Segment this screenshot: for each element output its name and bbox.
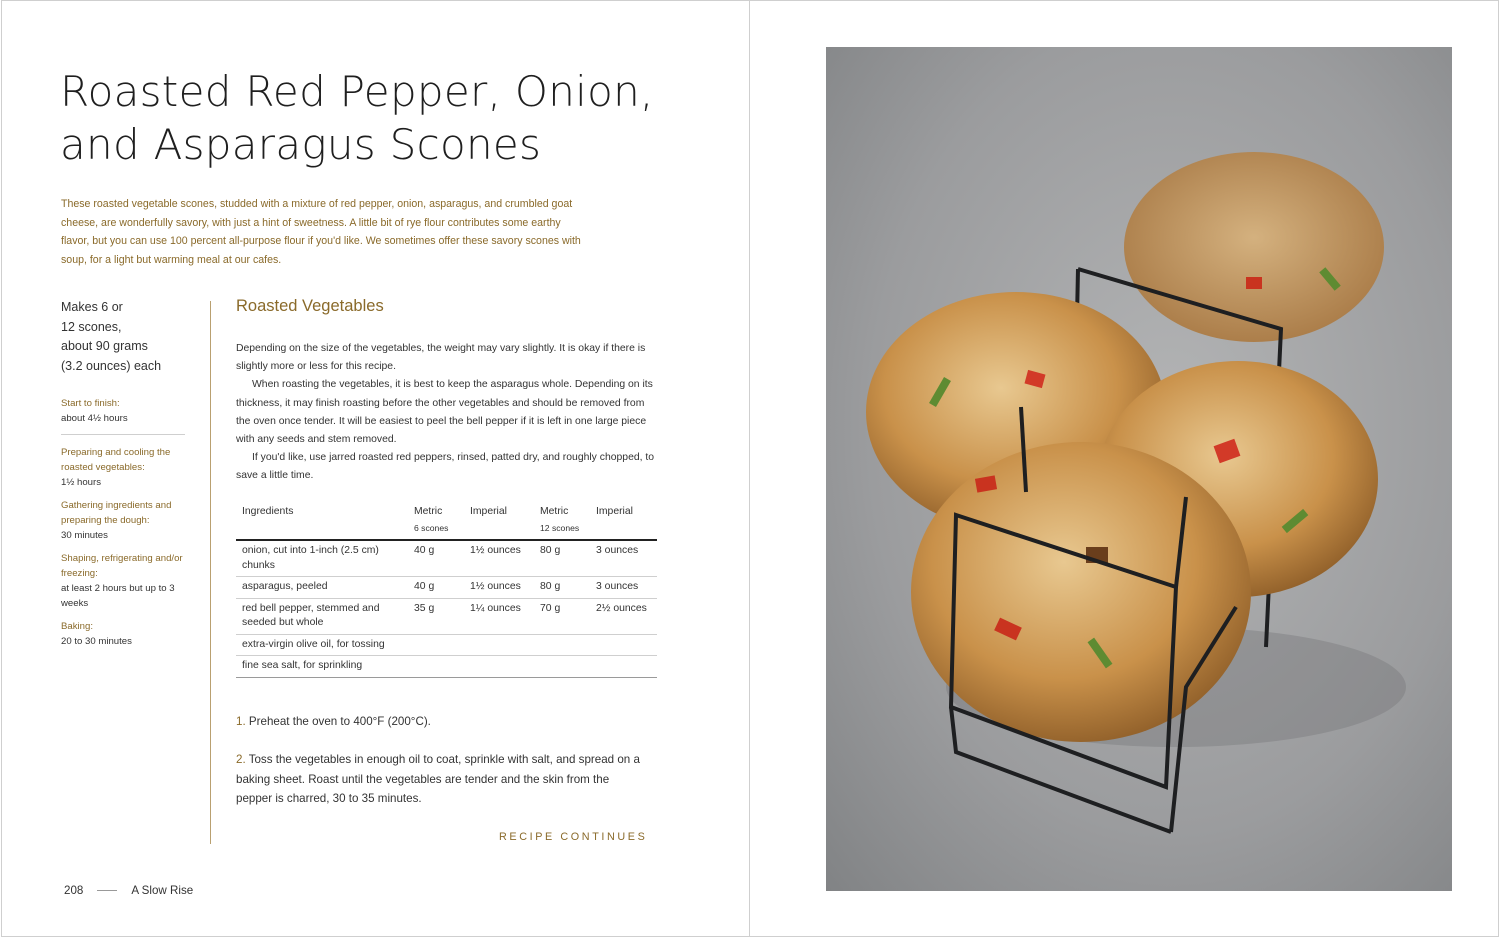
step-item	[236, 712, 646, 732]
yield-6-label: 6 scones	[414, 522, 449, 533]
section-title: Roasted Vegetables	[236, 297, 384, 315]
ingredient-imperial-12: 2½ ounces	[596, 602, 647, 614]
yield-line-1: Makes 6 or	[61, 300, 123, 314]
yield-line-3: about 90 grams	[61, 339, 148, 353]
timing-label: Start to finish:	[61, 398, 120, 409]
page-number: 208	[64, 884, 84, 897]
yield-12-label: 12 scones	[540, 522, 580, 533]
timing-label: Baking:	[61, 621, 93, 632]
timing-value: 20 to 30 minutes	[61, 636, 132, 647]
step-number: 2.	[236, 753, 246, 767]
title-line-1: Roasted Red Pepper, Onion,	[60, 67, 654, 116]
step-number: 1.	[236, 714, 246, 728]
table-row	[236, 598, 657, 634]
scones-photo	[826, 47, 1452, 891]
timing-label: Shaping, refrigerating and/or freezing:	[61, 553, 183, 579]
step-text: Preheat the oven to 400°F (200°C).	[248, 714, 431, 728]
ingredient-metric-12: 80 g	[540, 581, 561, 593]
timing-label: Preparing and cooling the roasted vegetables:	[61, 447, 171, 473]
ingredient-name: asparagus, peeled	[242, 581, 328, 593]
ingredient-name: onion, cut into 1-inch (2.5 cm) chunks	[242, 545, 379, 571]
ingredient-metric-12: 80 g	[540, 545, 561, 557]
table-row	[236, 656, 657, 678]
recipe-intro: These roasted vegetable scones, studded with a mixture of red pepper, onion, asparagus, and crumbled goat cheese, are wonderfully savory, with just a hint of sweetness. A little bit of rye flour contributes some earthy flavor, but you can use 100 percent all-purpose flour if you'd like. We sometimes offer these savory scones with soup, for a light but warming meal at our cafes.	[61, 198, 581, 266]
yield-line-4: (3.2 ounces) each	[61, 358, 162, 373]
title-line-2: and Asparagus Scones	[60, 120, 542, 169]
note-paragraph: When roasting the vegetables, it is best to keep the asparagus whole. Depending on its thickness, it may finish roasting before the other vegetables and should be removed from the oven once tender. It will be easiest to peel the bell pepper if it is left in one large piece with any seeds and stem removed.	[236, 379, 653, 446]
timing-value: 30 minutes	[61, 530, 108, 541]
table-row	[236, 540, 657, 577]
timing-item	[61, 551, 191, 611]
table-header-row	[236, 502, 657, 519]
timing-divider	[61, 434, 185, 435]
timing-item	[61, 396, 191, 426]
timing-item	[61, 445, 191, 490]
ingredient-imperial-6: 1½ ounces	[470, 581, 521, 593]
note-paragraph: Depending on the size of the vegetables, the weight may vary slightly. It is okay if there is slightly more or less for this recipe.	[236, 343, 646, 373]
column-divider	[210, 301, 211, 844]
timing-value: 1½ hours	[61, 477, 102, 488]
ingredients-table	[236, 502, 657, 678]
recipe-steps	[236, 712, 660, 809]
ingredient-imperial-12: 3 ounces	[596, 545, 639, 557]
timing-value: at least 2 hours but up to 3 weeks	[61, 583, 175, 609]
ingredient-metric-6: 40 g	[414, 545, 435, 557]
ingredient-imperial-12: 3 ounces	[596, 581, 639, 593]
header-ingredients: Ingredients	[242, 505, 294, 517]
header-imperial-12: Imperial	[596, 505, 633, 517]
recipe-title	[60, 65, 700, 171]
book-title: A Slow Rise	[131, 884, 194, 897]
table-subheader-row	[236, 519, 657, 541]
ingredient-imperial-6: 1½ ounces	[470, 545, 521, 557]
step-text: Toss the vegetables in enough oil to coat, sprinkle with salt, and spread on a baking sheet. Roast until the vegetables are tender and the skin from the pepper is charred, 30 to 35 minutes.	[236, 753, 640, 806]
timing-item	[61, 619, 191, 649]
left-page	[1, 0, 750, 937]
ingredient-metric-6: 40 g	[414, 581, 435, 593]
header-imperial-6: Imperial	[470, 505, 507, 517]
page-footer	[64, 884, 193, 897]
table-row	[236, 634, 657, 656]
yield-text	[61, 298, 191, 376]
timing-item	[61, 498, 191, 543]
timing-value: about 4½ hours	[61, 413, 128, 424]
recipe-continues-label: RECIPE CONTINUES	[499, 831, 648, 843]
ingredient-name: fine sea salt, for sprinkling	[242, 660, 363, 672]
footer-dash	[97, 890, 117, 891]
ingredient-name: red bell pepper, stemmed and seeded but whole	[242, 602, 380, 629]
ingredient-name: extra-virgin olive oil, for tossing	[242, 638, 385, 650]
header-metric-6: Metric	[414, 505, 443, 517]
timing-label: Gathering ingredients and preparing the dough:	[61, 500, 172, 526]
scones-photo-illustration	[826, 47, 1452, 891]
header-metric-12: Metric	[540, 505, 569, 517]
ingredient-metric-6: 35 g	[414, 602, 435, 614]
step-item	[236, 750, 646, 809]
ingredient-imperial-6: 1¼ ounces	[470, 602, 521, 614]
note-paragraph: If you'd like, use jarred roasted red peppers, rinsed, patted dry, and roughly chopped, to save a little time.	[236, 452, 655, 482]
recipe-main	[236, 297, 660, 828]
table-row	[236, 577, 657, 599]
recipe-sidebar	[61, 298, 191, 657]
ingredient-metric-12: 70 g	[540, 602, 561, 614]
yield-line-2: 12 scones,	[61, 319, 122, 334]
